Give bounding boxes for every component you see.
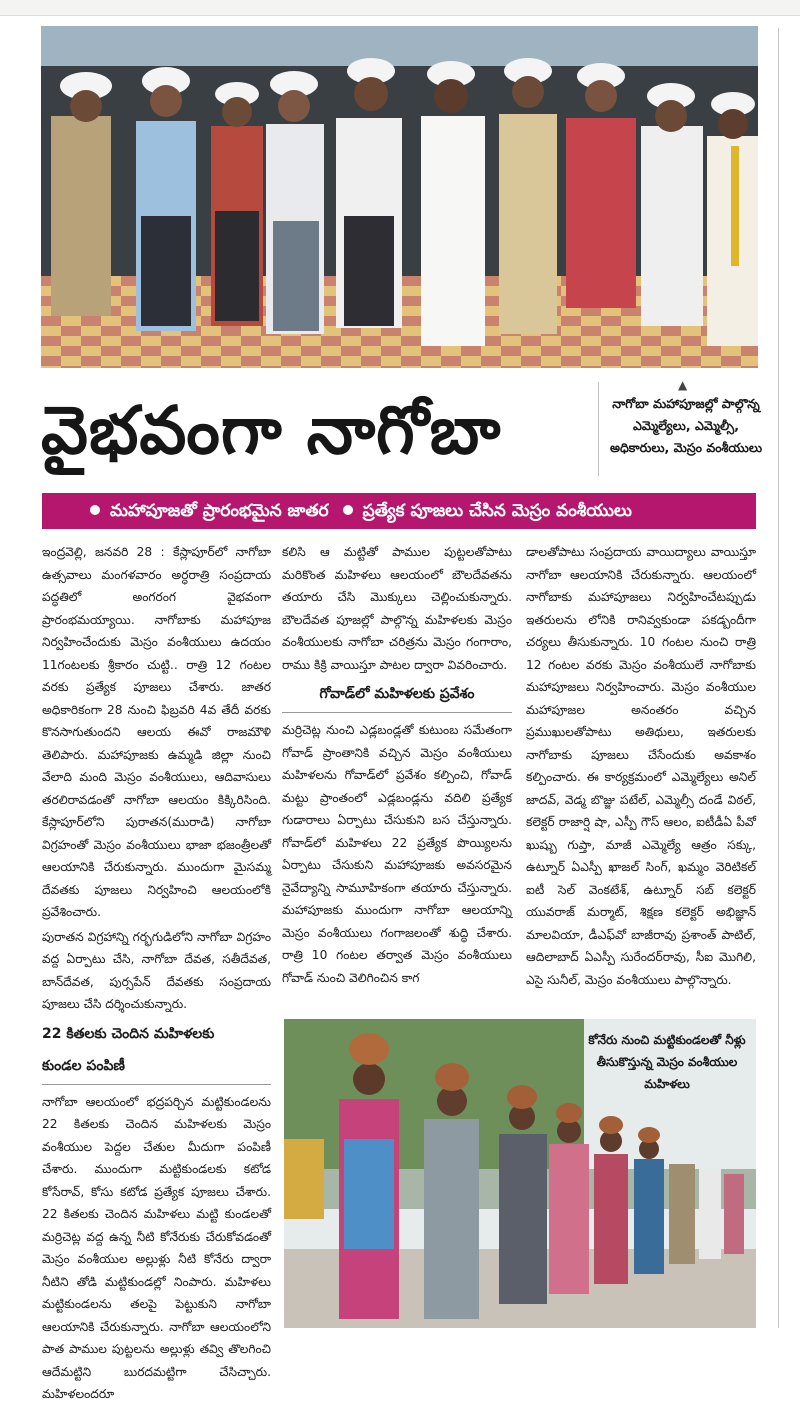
subheading: గోవాడ్‌లో మహిళలకు ప్రవేశం — [319, 686, 475, 702]
subheading: 22 కితలకు చెందిన మహిళలకు — [42, 1025, 215, 1042]
photo-caption-top: నాగోబా మహాపూజల్లో పాల్గొన్న ఎమ్మెల్యేలు, ఎమ్మెల్సీ, అధికారులు, మెస్రం వంశీయులు — [609, 396, 763, 455]
paragraph: కలిసి ఆ మట్టితో పాముల పుట్టలతోపాటు మరికొంత మహిళలు ఆలయంలో బౌలదేవతను తయారు చేసి మొక్కులు చెల్లించుకున్నారు. బౌలదేవత పూజల్లో పాల్గొన్న మహిళలకు మెస్రం వంశీయులకు నాగోబా చరిత్రను మెస్రం గంగారాం, రాము కిక్రి వాయిస్తూ పాటల ద్వారా వివరించారు. — [282, 545, 512, 672]
column-rule — [778, 28, 779, 1328]
paragraph: ఇంద్రవెల్లి, జనవరి 28 : కేస్లాపూర్‌లో నాగోబా ఉత్సవాలు మంగళవారం అర్ధరాత్రి సంప్రదాయ పద్ధతిలో అంగరంగ వైభవంగా ప్రారంభమయ్యాయి. నాగోబాకు మహాపూజ నిర్వహించేందుకు మెస్రం వంశీయులు ఉదయం 11గంటలకు శ్రీకారం చుట్టి.. రాత్రి 12 గంటల వరకు ప్రత్యేక పూజలు చేశారు. జాతర అధికారికంగా 28 నుంచి ఫిబ్రవరి 4వ తేదీ వరకు కొనసాగుతుందని ఆలయ ఈవో రాజమౌళి తెలిపారు. మహాపూజకు ఉమ్మడి జిల్లా నుంచి వేలాది మంది మెస్రం వంశీయులు, ఆదివాసులు తరలిరావడంతో నాగోబా ఆలయం కిక్కిరిసింది. కేస్లాపూర్‌లోని పురాతన(మురాడి) నాగోబా విగ్రహంతో మెస్రం వంశీయులు భాజా భజంత్రీలతో ఆలయానికి చేరుకున్నారు. ముందుగా మైసమ్మ దేవతకు పూజలు నిర్వహించి ఆలయంలోకి ప్రవేశించారు. — [42, 545, 271, 919]
paragraph: మర్రిచెట్ల నుంచి ఎడ్లబండ్లతో కుటుంబ సమేతంగా గోవాడ్ ప్రాంతానికి వచ్చిన మెస్రం వంశీయులు మహిళలను గోవాడ్‌లో ప్రవేశం కల్పించి, గోవాడ్ మట్టు ప్రాంతంలో ఎడ్లబండ్లను వదిలి ప్రత్యేక గుడారాలు ఏర్పాటు చేసుకుని బస చేస్తున్నారు. గోవాడ్‌లో మహిళలు 22 ప్రత్యేక పొయ్యిలను ఏర్పాటు చేసుకుని మహాపూజకు అవసరమైన నైవేద్యాన్ని సామూహికంగా తయారు చేస్తున్నారు. మహాపూజకు ముందుగా నాగోబా ఆలయాన్ని మెస్రం వంశీయులు గంగాజలంతో శుద్ధి చేశారు. రాత్రి 10 గంటల తర్వాత మెస్రం వంశీయులు గోవాడ్ నుంచి వెలిగించిన కాగ — [282, 723, 512, 985]
paragraph: నాగోబా ఆలయంలో భద్రపర్చిన మట్టికుండలను 22 కితలకు చెందిన మహిళలకు మెస్రం వంశీయుల పెద్దల చేతుల మీదుగా పంపిణీ చేశారు. ముందుగా మట్టికుండలకు కటోడ కోసేరావ్, కోసు కటోడ ప్రత్యేక పూజలు చేశారు. 22 కితలకు చెందిన మహిళలు మట్టి కుండలతో మర్రిచెట్ల వద్ద ఉన్న నీటి కోనేరుకు చేరుకోవడంతో మెస్రం వంశీయుల అల్లుళ్లు నీటి కోనేరు ద్వారా నీటిని తోడి మట్టికుండల్లో నింపారు. మహిళలు మట్టికుండలను తలపై పెట్టుకుని నాగోబా ఆలయానికి చేరుకున్నారు. నాగోబా ఆలయంలోని పాత పాముల పుట్టలను అల్లుళ్లు తవ్వి తొలగించి ఆదేమట్టిని బురదమట్టిగా చేసిచ్చారు. మహిళలందరూ — [42, 1094, 271, 1401]
photo-caption-bottom: కోనేరు నుంచి మట్టికుండలతో నీళ్లు తీసుకొస్తున్న మెస్రం వంశీయుల మహిళలు — [588, 1033, 746, 1091]
paragraph: పురాతన విగ్రహాన్ని గర్భగుడిలోని నాగోబా విగ్రహం వద్ద ఏర్పాటు చేసి, నాగోబా దేవత, సతీదేవత, బాన్‌దేవత, పుర్సపేన్ దేవతకు సంప్రదాయ పూజలు చేసి దర్శించుకున్నారు. — [42, 929, 271, 1011]
subheading-rule — [282, 712, 512, 713]
headline-strap — [42, 493, 756, 529]
article-column-3 — [526, 541, 756, 993]
caption-pointer-icon: ▲ — [678, 378, 688, 392]
headline-divider — [598, 382, 599, 476]
strap-item-1: మహాపూజతో ప్రారంభమైన జాతర — [110, 501, 329, 521]
strap-item-2: ప్రత్యేక పూజలు చేసిన మెస్రం వంశీయులు — [362, 501, 632, 521]
article-column-1 — [42, 541, 271, 1408]
page-top-strip — [0, 0, 800, 16]
photo-officials-at-temple — [41, 26, 758, 368]
article-column-2 — [282, 541, 512, 991]
subheading: కుండల పంపిణీ — [42, 1057, 125, 1074]
headline: వైభవంగా నాగోబా — [41, 391, 502, 469]
bullet-icon — [343, 505, 353, 515]
bullet-icon — [90, 505, 100, 515]
subheading-rule — [42, 1084, 271, 1085]
paragraph: డాలతోపాటు సంప్రదాయ వాయిద్యాలు వాయిస్తూ నాగోబా ఆలయానికి చేరుకున్నారు. ఆలయంలో నాగోబాకు మహాపూజలు నిర్వహించేటప్పుడు ఇతరులను లోనికి రానివ్వకుండా పకడ్బందీగా చర్యలు తీసుకున్నారు. 10 గంటల నుంచి రాత్రి 12 గంటల వరకు మెస్రం వంశీయులే నాగోబాకు మహాపూజలు నిర్వహించారు. మెస్రం వంశీయుల మహాపూజల అనంతరం వచ్చిన ప్రముఖులతోపాటు అతిథులు, ఇతరులకు నాగోబాకు పూజలు చేసేందుకు అవకాశం కల్పించారు. ఈ కార్యక్రమంలో ఎమ్మెల్యేలు అనిల్ జాదవ్, వెడ్మ బొజ్జు పటేల్, ఎమ్మెల్సీ దండే విఠల్, కలెక్టర్ రాజార్షి షా, ఎస్పీ గౌస్ ఆలం, ఐటీడీఏ పీవో ఖుష్బు గుప్తా, మాజీ ఎమ్మెల్యే ఆత్రం సక్కు, ఉట్నూర్ ఏఎస్పీ ఖాజల్ సింగ్, ఖమ్మం వెరిటికల్ ఐటీ సెల్ వెంకటేశ్, ఉట్నూర్ సబ్ కలెక్టర్ యువరాజ్ మర్మాట్, శిక్షణ కలెక్టర్ అభిజ్ఞాన్ మాలవియా, డీఎఫ్‌వో బాజీరావు ప్రశాంత్ పాటిల్, ఆదిలాబాద్ ఏఎస్పీ సురేందర్‌రావు, సీఐ మొగిలి, ఎసై సునీల్, మెస్రం వంశీయులు పాల్గొన్నారు. — [526, 545, 756, 987]
